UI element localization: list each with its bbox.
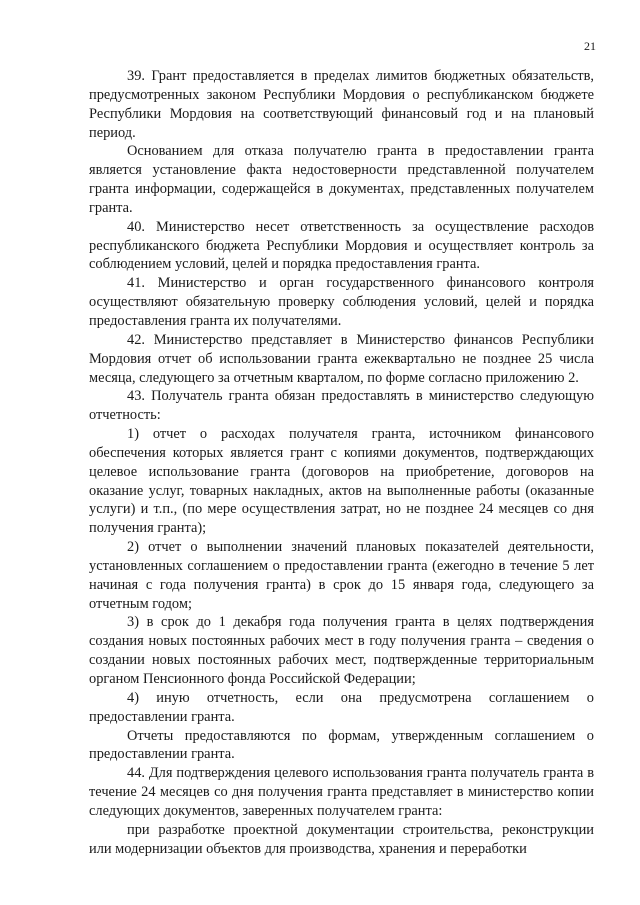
paragraph-report-forms: Отчеты предоставляются по формам, утвержденным соглашением о предоставлении гранта. (89, 727, 594, 763)
paragraph-40: 40. Министерство несет ответственность за осуществление расходов республиканского бюджета Республики Мордовия и осуществляет контроль за соблюдением условий, целей и порядка предоставления гранта. (89, 218, 594, 273)
list-item-4: 4) иную отчетность, если она предусмотрена соглашением о предоставлении гранта. (89, 689, 594, 725)
paragraph-43: 43. Получатель гранта обязан предоставлять в министерство следующую отчетность: (89, 388, 594, 424)
paragraph-design-documentation: при разработке проектной документации строительства, реконструкции или модернизации объектов для производства, хранения и переработки (89, 821, 594, 857)
document-body (89, 67, 594, 858)
list-item-3: 3) в срок до 1 декабря года получения гранта в целях подтверждения создания новых постоянных рабочих мест в году получения гранта – сведения о создании новых постоянных рабочих мест, подтвержденные территориальным органом Пенсионного фонда Российской Федерации; (89, 614, 594, 687)
paragraph-41: 41. Министерство и орган государственного финансового контроля осуществляют обязательную проверку соблюдения условий, целей и порядка предоставления гранта их получателями. (89, 275, 594, 329)
paragraph-39: 39. Грант предоставляется в пределах лимитов бюджетных обязательств, предусмотренных законом Республики Мордовия о республиканском бюджете Республики Мордовия на соответствующий финансовый год и на плановый период. (89, 68, 594, 141)
page-number: 21 (584, 39, 596, 53)
paragraph-refusal-grounds: Основанием для отказа получателю гранта в предоставлении гранта является установление факта недостоверности представленной получателем гранта информации, содержащейся в документах, представленных получателем гранта. (89, 143, 594, 216)
list-item-1: 1) отчет о расходах получателя гранта, источником финансового обеспечения которых является грант с копиями документов, подтверждающих целевое использование гранта (договоров на приобретение, договоров на оказание услуг, товарных накладных, актов на выполненные работы (оказанные услуги) и т.п., (по мере осуществления затрат, но не позднее 24 месяцев со дня получения гранта); (89, 426, 594, 537)
list-item-2: 2) отчет о выполнении значений плановых показателей деятельности, установленных соглашением о предоставлении гранта (ежегодно в течение 5 лет начиная с года получения гранта) в срок до 15 января года, следующего за отчетным годом; (89, 539, 594, 612)
paragraph-44: 44. Для подтверждения целевого использования гранта получатель гранта в течение 24 месяцев со дня получения гранта представляет в министерство копии следующих документов, заверенных получателем гранта: (89, 765, 594, 819)
paragraph-42: 42. Министерство представляет в Министерство финансов Республики Мордовия отчет об использовании гранта ежеквартально не позднее 25 числа месяца, следующего за отчетным кварталом, по форме согласно приложению 2. (89, 331, 594, 386)
